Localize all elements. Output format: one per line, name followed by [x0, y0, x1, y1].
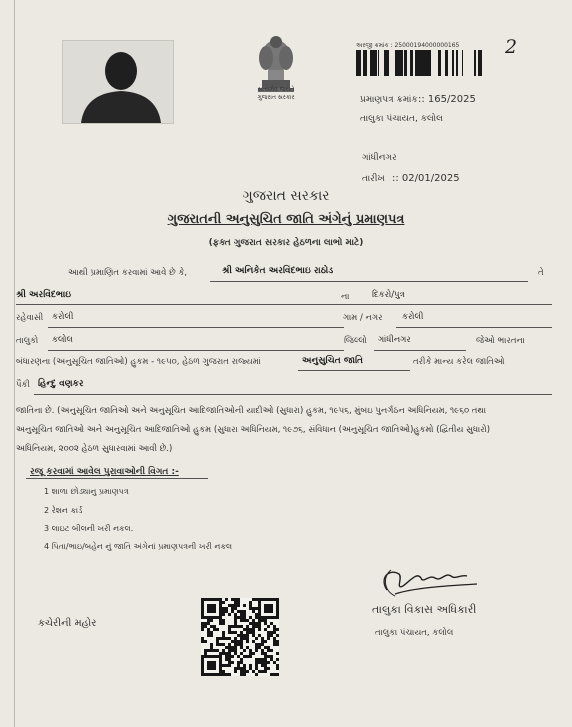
taluka-label: તાલુકો	[16, 336, 39, 346]
documents-heading-underline	[26, 478, 208, 479]
certificate-subtitle: (ફક્ત ગુજરાત સરકાર હેઠળના લાભો માટે)	[208, 238, 364, 248]
date-label: તારીખ	[362, 174, 385, 184]
name-underline	[210, 281, 528, 282]
resident-value: કરોલી	[52, 312, 74, 322]
applicant-photo	[62, 40, 174, 124]
certificate-number-label: પ્રમાણપત્ર ક્રમાંક	[360, 95, 418, 105]
taluka-value: કલોલ	[52, 335, 73, 345]
person-name: શ્રી અનિકેત અરવિંદભાઇ રાઠોડ	[222, 266, 334, 276]
district-value: ગાંધીનગર	[378, 335, 411, 345]
village-underline	[396, 327, 552, 328]
officer-title: તાલુકા વિકાસ અધિકારી	[372, 603, 477, 616]
village-label: ગામ / નગર	[343, 313, 383, 323]
emblem-caption-1: સત્યમેવ જયતે	[257, 86, 295, 93]
document-item: 2 રેશન કાર્ડ	[44, 506, 83, 515]
document-item: 1 શાળા છોડ્યાનુ પ્રમાણપત્ર	[44, 487, 129, 496]
na-label: ના	[341, 292, 350, 302]
handwritten-page-number: 2	[505, 36, 518, 58]
barcode-icon	[356, 50, 486, 76]
document-item: 4 પિતા/ભાઇ/બહેન નું જાતિ અંગેનાં પ્રમાણપત્રની ખરી નકલ	[44, 542, 233, 551]
subcaste-underline	[34, 394, 552, 395]
application-number: અરજી ક્રમાંક : 25000194000000165	[356, 42, 460, 49]
district-underline	[374, 350, 466, 351]
father-underline	[16, 304, 552, 305]
qr-code-icon	[201, 598, 279, 676]
father-name: શ્રી અરવિંદભાઇ	[16, 290, 72, 300]
relation-value: દિકરો/પુત્ર	[372, 290, 405, 300]
caste-underline	[298, 370, 410, 371]
district-label: જિલ્લો	[344, 336, 367, 346]
legal-line-2: અનુસૂચિત જાતિઓ અને અનુસૂચિત આદિજાતિઓ હુકમ (સુધારા અધિનિયમ, ૧૯૭૬, સંવિધાન (અનુસૂચિત જાતિઓ)હુકમો (દ્વિતીય સુધારો)	[16, 425, 491, 435]
caste-category: અનુસુચિત જાતિ	[302, 356, 363, 366]
page-edge	[14, 0, 15, 727]
te-text: તે	[538, 268, 544, 278]
place: ગાંધીનગર	[362, 153, 397, 163]
certificate-number-value: :: 165/2025	[418, 94, 476, 105]
issuing-office: તાલુકા પંચાયત, કલોલ	[360, 114, 443, 124]
documents-heading: રજૂ કરવામાં આવેલ પુરાવાઓની વિગત :-	[30, 467, 179, 477]
india-text: જેઓ ભારતના	[476, 336, 525, 346]
officer-signature	[373, 560, 493, 600]
emblem-caption-2: ગુજરાત સરકાર	[257, 94, 295, 101]
legal-line-1: જાતિના છે. (અનુસૂચિત જાતિઓ અને અનુસૂચિત આદિજાતિઓની યાદીઓ (સુધારા) હુકમ, ૧૯૫૬, મુંબઇ પુનર્ગઠન અધિનિયમ, ૧૯૬૦ તથા	[16, 406, 487, 416]
taluka-underline	[48, 350, 344, 351]
resident-label: રહેવાસી	[16, 313, 44, 323]
intro-text: આથી પ્રમાણિત કરવામાં આવે છે કે,	[68, 268, 188, 278]
village-value: કરોલી	[402, 312, 424, 322]
subcaste-value: હિન્દુ વણકર	[38, 379, 84, 389]
subcaste-label: પૈકી	[16, 380, 30, 390]
date-value: :: 02/01/2025	[392, 173, 460, 184]
constitution-text: બંધારણના (અનુસૂચિત જાતિઓ) હુકમ - ૧૯૫૦, હેઠળ ગુજરાત રાજ્યમાં	[16, 357, 261, 367]
resident-underline	[48, 327, 344, 328]
officer-office: તાલુકા પંચાયત, કલોલ	[375, 628, 454, 638]
document-item: 3 લાઇટ બીલની ખરી નકલ.	[44, 524, 134, 533]
government-title: ગુજરાત સરકાર	[242, 188, 330, 204]
office-seal-label: કચેરીની મહોર	[38, 618, 97, 629]
legal-line-3: અધિનિયમ, ૨૦૦૨ હેઠળ સુધારવામાં આવી છે.)	[16, 444, 173, 454]
recognized-text: તરીકે માન્ય કરેલ જાતિઓ	[413, 357, 505, 367]
certificate-title: ગુજરાતની અનુસુચિત જાતિ અંગેનું પ્રમાણપત્ર	[167, 212, 405, 227]
legal-paragraph	[16, 402, 568, 459]
